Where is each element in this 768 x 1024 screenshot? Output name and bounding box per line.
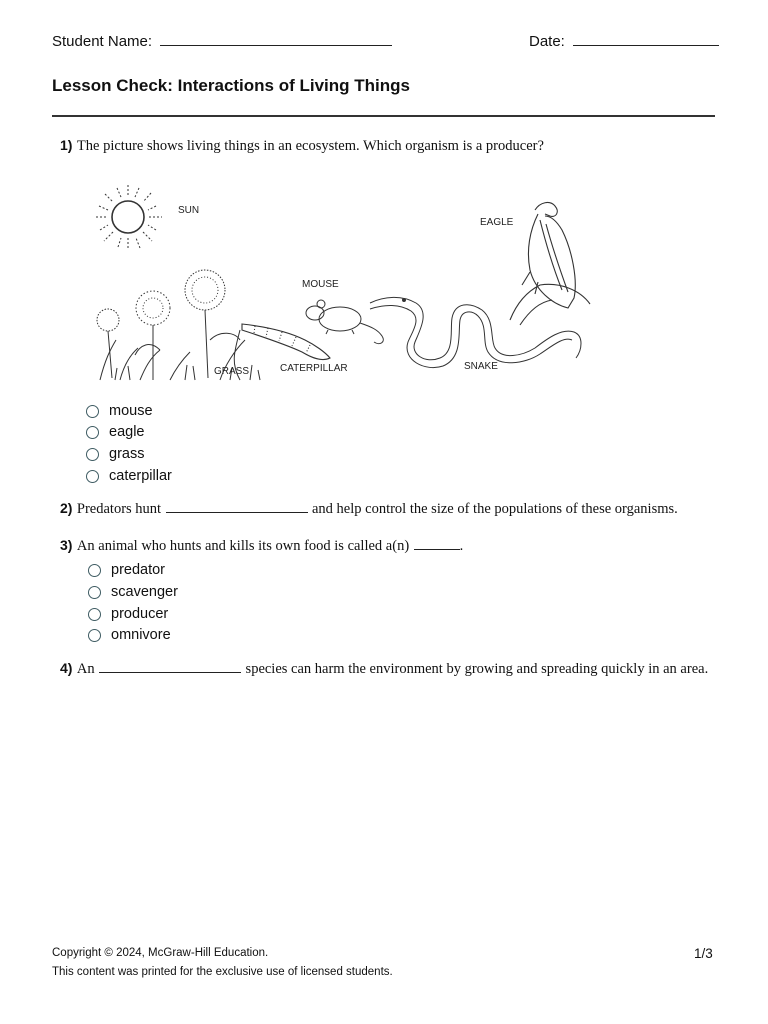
radio-circle-icon[interactable] bbox=[88, 629, 101, 642]
question-2-text-after: and help control the size of the populations of these organisms. bbox=[311, 501, 678, 517]
sun-icon bbox=[96, 185, 162, 250]
student-name-field bbox=[52, 31, 392, 50]
q1-option-eagle[interactable] bbox=[86, 424, 144, 440]
grass-icon bbox=[97, 270, 260, 380]
question-2-number: 2) bbox=[60, 500, 73, 516]
option-label: predator bbox=[111, 562, 166, 578]
option-label: mouse bbox=[109, 403, 153, 419]
student-name-blank[interactable] bbox=[160, 31, 392, 46]
radio-circle-icon[interactable] bbox=[88, 564, 101, 577]
question-1-text: The picture shows living things in an ecosystem. Which organism is a producer? bbox=[76, 138, 544, 154]
question-1-number: 1) bbox=[60, 137, 73, 153]
question-3 bbox=[60, 537, 720, 556]
grass-label: GRASS bbox=[214, 366, 250, 377]
q1-option-caterpillar[interactable] bbox=[86, 468, 172, 484]
q3-option-omnivore[interactable] bbox=[88, 627, 171, 643]
question-4-number: 4) bbox=[60, 660, 73, 676]
question-2-text-before: Predators hunt bbox=[76, 501, 162, 517]
student-name-label: Student Name: bbox=[52, 33, 153, 50]
page-title: Lesson Check: Interactions of Living Things bbox=[52, 76, 410, 95]
radio-circle-icon[interactable] bbox=[88, 586, 101, 599]
question-3-text-after: . bbox=[459, 538, 464, 554]
question-4-blank[interactable] bbox=[99, 660, 241, 673]
option-label: producer bbox=[111, 606, 169, 622]
ecosystem-figure bbox=[90, 180, 600, 385]
mouse-label: MOUSE bbox=[302, 279, 339, 290]
question-2 bbox=[60, 500, 720, 519]
snake-icon bbox=[370, 297, 581, 367]
q1-option-mouse[interactable] bbox=[86, 403, 153, 419]
date-blank[interactable] bbox=[573, 31, 719, 46]
radio-circle-icon[interactable] bbox=[88, 608, 101, 621]
copyright-text: Copyright © 2024, McGraw-Hill Education. bbox=[52, 947, 269, 959]
question-4 bbox=[60, 660, 710, 679]
question-2-blank[interactable] bbox=[166, 500, 308, 513]
date-field bbox=[529, 31, 719, 50]
q1-option-grass[interactable] bbox=[86, 446, 144, 462]
mouse-icon bbox=[306, 300, 383, 344]
eagle-icon bbox=[510, 203, 590, 325]
q3-option-predator[interactable] bbox=[88, 562, 165, 578]
title-divider bbox=[52, 115, 715, 117]
question-4-text-after: species can harm the environment by growing and spreading quickly in an area. bbox=[245, 661, 709, 677]
radio-circle-icon[interactable] bbox=[86, 426, 99, 439]
sun-label: SUN bbox=[178, 205, 200, 216]
q3-option-producer[interactable] bbox=[88, 606, 168, 622]
question-3-text-before: An animal who hunts and kills its own food is called a(n) bbox=[76, 538, 410, 554]
question-4-text-before: An bbox=[76, 661, 95, 677]
radio-circle-icon[interactable] bbox=[86, 470, 99, 483]
question-3-number: 3) bbox=[60, 537, 73, 553]
eagle-label: EAGLE bbox=[480, 217, 514, 228]
q3-option-scavenger[interactable] bbox=[88, 584, 178, 600]
question-3-blank[interactable] bbox=[414, 537, 460, 550]
license-notice: This content was printed for the exclusive use of licensed students. bbox=[52, 966, 393, 978]
caterpillar-icon bbox=[242, 324, 330, 360]
radio-circle-icon[interactable] bbox=[86, 405, 99, 418]
date-label: Date: bbox=[529, 33, 565, 50]
radio-circle-icon[interactable] bbox=[86, 448, 99, 461]
option-label: omnivore bbox=[111, 627, 171, 643]
snake-label: SNAKE bbox=[464, 361, 498, 372]
caterpillar-label: CATERPILLAR bbox=[280, 363, 348, 374]
option-label: scavenger bbox=[111, 584, 178, 600]
question-1 bbox=[60, 137, 710, 156]
option-label: eagle bbox=[109, 424, 145, 440]
option-label: caterpillar bbox=[109, 468, 172, 484]
page-number: 1/3 bbox=[694, 946, 713, 961]
option-label: grass bbox=[109, 446, 145, 462]
